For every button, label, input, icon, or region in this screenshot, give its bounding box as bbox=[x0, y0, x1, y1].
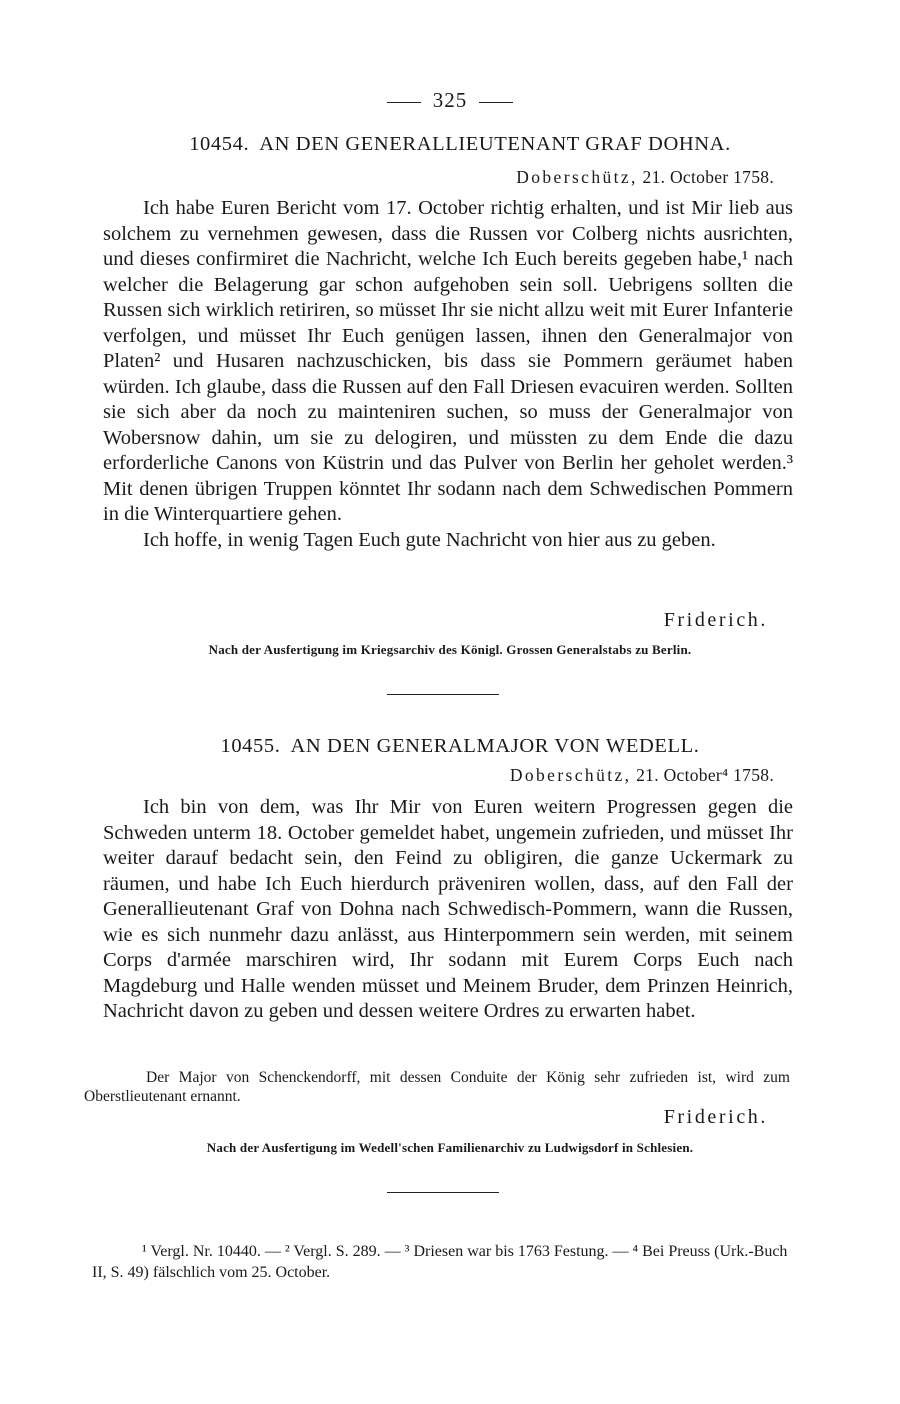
footnotes: ¹ Vergl. Nr. 10440. — ² Vergl. S. 289. — ³ Driesen war bis 1763 Festung. — ⁴ Bei Preuss (Urk.-Buch II, S. 49) fälschlich vom 25. October. bbox=[92, 1243, 788, 1281]
section-divider bbox=[387, 694, 499, 695]
letter-title: AN DEN GENERALLIEUTENANT GRAF DOHNA. bbox=[259, 133, 731, 155]
section-divider bbox=[387, 1192, 499, 1193]
letter-heading bbox=[110, 735, 810, 758]
page-number-text: 325 bbox=[432, 88, 468, 112]
letter-heading bbox=[110, 133, 810, 156]
letter-note: Der Major von Schenckendorff, mit dessen Conduite der König sehr zufrieden ist, wird zum Oberstlieutenant ernannt. bbox=[84, 1069, 790, 1105]
letter-body bbox=[103, 795, 793, 1025]
letter-place: Doberschütz, bbox=[509, 765, 632, 785]
letter-source: Nach der Ausfertigung im Wedell'schen Familienarchiv zu Ludwigsdorf in Schlesien. bbox=[206, 1140, 694, 1155]
page-number-dash-right bbox=[479, 102, 513, 103]
letter-dateline bbox=[516, 167, 774, 188]
letter-number: 10455. bbox=[220, 735, 281, 757]
letter-number: 10454. bbox=[189, 133, 250, 155]
letter-paragraph: Ich habe Euren Bericht vom 17. October richtig erhalten, und ist Mir lieb aus solchem zu vernehmen gewesen, dass die Russen vor Colberg nichts ausrichten, und dieses confirmiret die Nachricht, welche Ich Euch bereits gegeben habe,¹ nach welcher die Belagerung gar schon aufgehoben sein soll. Uebrigens sollten die Russen sich wirklich retiriren, so müsset Ihr sie nicht allzu weit mit Eurer Infanterie verfolgen, und müsset Ihr Euch genügen lassen, ihnen den Generalmajor von Platen² und Husaren nachzuschicken, bis dass sie Pommern geräumet haben würden. Ich glaube, dass die Russen auf den Fall Driesen evacuiren werden. Sollten sie sich aber da noch zu mainteniren suchen, so muss der Generalmajor von Wobersnow dahin, um sie zu delogiren, und müssten zu dem Ende die dazu erforderliche Canons von Küstrin und das Pulver von Berlin her geholet werden.³ Mit denen übrigen Truppen könntet Ihr sodann nach dem Schwedischen Pommern in die Winterquartiere gehen. bbox=[103, 197, 793, 525]
page-number-dash-left bbox=[387, 102, 421, 103]
letter-date: 21. October 1758. bbox=[642, 167, 774, 187]
letter-paragraph: Ich bin von dem, was Ihr Mir von Euren weitern Progressen gegen die Schweden unterm 18. October gemeldet habet, ungemein zufrieden, und müsset Ihr weiter darauf bedacht sein, den Feind zu obligiren, die ganze Uckermark zu räumen, und habe Ich Euch hierdurch präveniren wollen, dass, auf den Fall der Generallieutenant Graf von Dohna nach Schwedisch-Pommern, wann die Russen, wie es sich nunmehr dazu anlässt, aus Hinterpommern sein werden, mit seinem Corps d'armée marschiren wird, Ihr sodann mit Eurem Corps Euch nach Magdeburg und Halle wenden müsset und Meinem Bruder, dem Prinzen Heinrich, Nachricht davon zu geben und dessen weitere Ordres zu erwarten habet. bbox=[103, 796, 793, 1022]
letter-dateline bbox=[510, 765, 774, 786]
letter-paragraph: Ich hoffe, in wenig Tagen Euch gute Nachricht von hier aus zu geben. bbox=[143, 528, 716, 551]
letter-source: Nach der Ausfertigung im Kriegsarchiv des Königl. Grossen Generalstabs zu Berlin. bbox=[208, 642, 692, 657]
page-number bbox=[0, 88, 900, 113]
letter-date: 21. October⁴ 1758. bbox=[636, 765, 774, 785]
letter-signature: Friderich. bbox=[663, 1106, 768, 1128]
letter-signature: Friderich. bbox=[663, 609, 768, 631]
letter-title: AN DEN GENERALMAJOR VON WEDELL. bbox=[290, 735, 700, 757]
letter-place: Doberschütz, bbox=[516, 167, 638, 187]
letter-body bbox=[103, 196, 793, 553]
